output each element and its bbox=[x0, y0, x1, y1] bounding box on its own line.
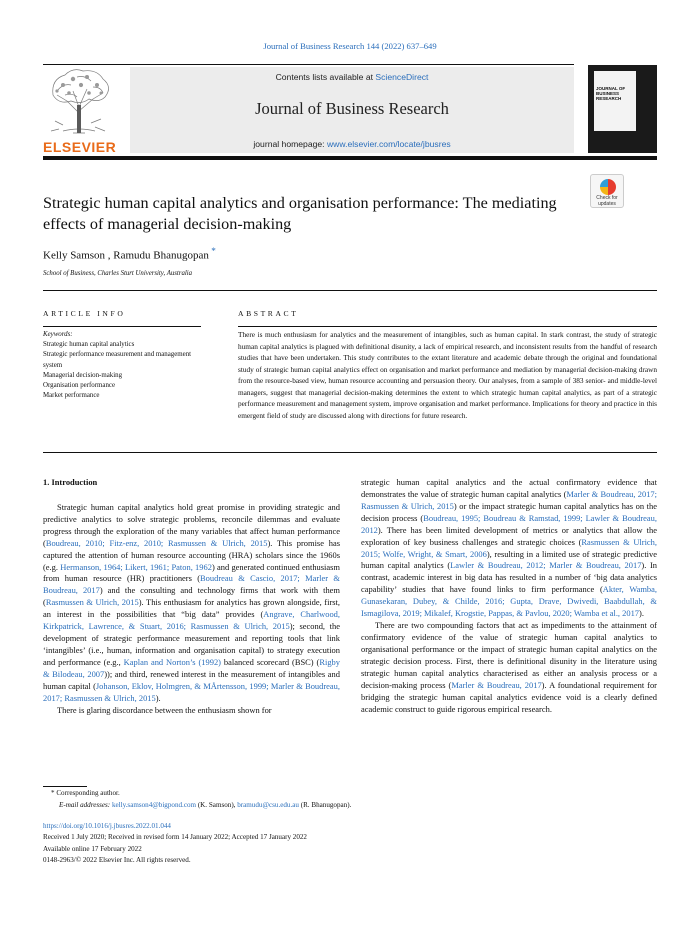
divider bbox=[238, 326, 657, 327]
journal-cover-image bbox=[588, 65, 657, 153]
body-text: ). bbox=[155, 692, 161, 703]
author-list bbox=[43, 246, 216, 262]
paragraph: There is glaring discordance between the enthusiasm shown for bbox=[57, 704, 272, 715]
affiliation: School of Business, Charles Sturt University, Australia bbox=[43, 270, 193, 277]
citation-link[interactable]: Kaplan and Norton’s (1992) bbox=[123, 656, 221, 667]
keyword-item: Strategic human capital analytics bbox=[43, 341, 135, 349]
check-for-updates-button[interactable] bbox=[590, 174, 624, 208]
citation-link[interactable]: Akter, Wamba, Gunasekaran, Dubey, & Childe, 2016; Gupta, Drave, Dwivedi, Baabdullah, & Ismagilova, 2019; Mikalef, Krogstie, Pappas, & Pavlou, 2020; Wamba et al., 2017 bbox=[361, 584, 658, 619]
citation-link[interactable]: Marler & Boudreau, 2017 bbox=[451, 679, 542, 690]
citation-link[interactable]: Angrave, Charlwood, Kirkpatrick, Lawrence, & Stuart, 2016; Rasmussen & Ulrich, 2015 bbox=[43, 609, 340, 632]
body-text: balanced scorecard (BSC) ( bbox=[221, 656, 320, 667]
paragraph bbox=[361, 477, 657, 620]
keyword-item: Strategic performance measurement and management system bbox=[43, 351, 192, 369]
citation-link[interactable]: Johanson, Eklov, Holmgren, & MÅrtensson, 1999; Marler & Boudreau, 2017; Rasmussen & Ulrich, 2015 bbox=[43, 680, 340, 703]
abstract-text: There is much enthusiasm for analytics and the measurement of intangibles, such as human capital. In stark contrast, the study of strategic human capital analytics is plagued with definitional disunity, a lack of empirical research, and inconsistent results from the handful of research studies that have been undertaken. This study contributes to the extant literature and academic debate through the original and foundational study of strategic human capital analytics effect on organisation and market performance and mediation by managerial decision-making drawn from the resource-based view, human resource accounting and persuasion theory. Our analyses, from a sample of 383 senior- and middle-level managers, suggest that managerial decision-making determines the extent to which strategic human capital analytics, as part of a strategic performance measurement and management system, improve organisation and market performance. Implications for theory and practice in this emergent field of study are discussed along with directions for future research. bbox=[238, 330, 657, 420]
body-text: ), resulting in a limited use of strategic predictive human capital analytics ( bbox=[361, 548, 657, 571]
bibliographic-info bbox=[43, 821, 307, 867]
contents-prefix: Contents lists available at bbox=[275, 72, 376, 82]
elsevier-wordmark: ELSEVIER bbox=[43, 139, 117, 155]
corresponding-author-mark[interactable]: * bbox=[208, 246, 216, 256]
copyright: 0148-2963/© 2022 Elsevier Inc. All rights reserved. bbox=[43, 856, 191, 865]
journal-name: Journal of Business Research bbox=[255, 99, 449, 118]
author-name[interactable]: Ramudu Bhanugopan bbox=[113, 249, 209, 262]
section-heading: 1. Introduction bbox=[43, 477, 98, 487]
crossmark-label: Check for updates bbox=[596, 195, 618, 207]
abstract-heading: ABSTRACT bbox=[238, 309, 299, 318]
received-dates: Received 1 July 2020; Received in revised form 14 January 2022; Accepted 17 January 2022 bbox=[43, 833, 307, 842]
elsevier-tree-logo bbox=[43, 65, 115, 155]
keyword-item: Managerial decision-making bbox=[43, 371, 123, 379]
paragraph bbox=[43, 502, 340, 705]
citation-link[interactable]: Marler & Boudreau, 2017; Rasmussen & Ulrich, 2015 bbox=[361, 488, 657, 511]
article-title: Strategic human capital analytics and organisation performance: The mediating effects of managerial decision-making bbox=[43, 194, 557, 233]
corresponding-note: * Corresponding author. bbox=[51, 789, 120, 797]
body-text: ) or the impact strategic human capital analytics has on the decision process ( bbox=[361, 500, 657, 523]
body-text: ). In contrast, academic interest in big data has resulted in a number of ‘big data analytics capability’ studies that have found links to firm performance ( bbox=[361, 560, 657, 595]
homepage-link[interactable]: www.elsevier.com/locate/jbusres bbox=[326, 139, 451, 149]
citation-link[interactable]: Boudreau & Cascio, 2017; Marler & Boudreau, 2017 bbox=[43, 573, 340, 596]
body-text: There are two compounding factors that act as impediments to the attainment of confirmatory evidence of the value of strategic human capital analytics to organisational performance or the impact of strategic human capital analytics on the strategic decision process. First, there is definitional disunity in the literature using strategic human capital analytics characterised as either an analysis process or a decision-making process ( bbox=[361, 620, 657, 690]
body-text: )); and third, renewed interest in the measurement of intangibles and human capital ( bbox=[43, 668, 340, 691]
body-text: ). There has been limited development of metrics or analytics that allow the exploration of key business challenges and strategic choices ( bbox=[361, 524, 657, 547]
contents-line bbox=[130, 72, 574, 82]
divider bbox=[43, 452, 657, 453]
cover-title: JOURNAL OF BUSINESS RESEARCH bbox=[596, 86, 626, 101]
body-text: ). This enthusiasm for analytics has grown alongside, first, an interest in the possibilities that “big data” provides ( bbox=[43, 597, 340, 620]
body-text: ) and generated continued enthusiasm from human resource (HR) practitioners ( bbox=[43, 561, 340, 584]
email-label: E-mail addresses: bbox=[59, 800, 112, 809]
author-separator: , bbox=[105, 249, 114, 262]
keywords-block bbox=[43, 330, 203, 401]
email-owner: (K. Samson), bbox=[196, 800, 238, 809]
citation-link[interactable]: Lawler & Boudreau, 2012; Marler & Boudreau, 2017 bbox=[450, 560, 642, 571]
email-link[interactable]: bramudu@csu.edu.au bbox=[237, 800, 299, 809]
keywords-label: Keywords: bbox=[43, 331, 73, 338]
paragraph bbox=[361, 620, 657, 715]
body-column-left bbox=[43, 477, 340, 717]
body-text: ); second, the development of strategic performance measurement and reporting tools that link ‘intangibles’ (i.e., human, information and organisation capital) to strategy execution and performance (e.g., bbox=[43, 621, 340, 667]
citation-link[interactable]: Rasmussen & Ulrich, 2015; Wolfe, Wright, & Smart, 2006 bbox=[361, 536, 658, 559]
journal-title-box bbox=[130, 67, 574, 153]
citation-link[interactable]: Hermanson, 1964; Likert, 1961; Paton, 1962 bbox=[60, 561, 212, 572]
homepage-line bbox=[130, 139, 574, 149]
body-column-right bbox=[361, 477, 657, 715]
footnote-rule bbox=[43, 786, 87, 787]
citation-link[interactable]: Rigby & Bilodeau, 2007 bbox=[43, 656, 340, 679]
body-text: ). This promise has captured the attention of human resource accounting (HRA) scholars since the 1960s (e.g. bbox=[43, 537, 340, 572]
citation-link[interactable]: Boudreau, 2010; Fitz-enz, 2010; Rasmussen & Ulrich, 2015 bbox=[45, 537, 268, 548]
sciencedirect-link[interactable]: ScienceDirect bbox=[375, 72, 429, 82]
crossmark-icon bbox=[600, 179, 616, 195]
available-online: Available online 17 February 2022 bbox=[43, 844, 142, 853]
journal-citation[interactable]: Journal of Business Research 144 (2022) 637–649 bbox=[263, 41, 437, 51]
doi-link[interactable]: https://doi.org/10.1016/j.jbusres.2022.01.044 bbox=[43, 822, 171, 830]
footnotes bbox=[43, 788, 351, 811]
body-text: Strategic human capital analytics hold great promise in providing strategic and predictive analytics to solve strategic problems, reconcile dilemmas and evaluate progress through the exploration of the many variables that affect human performance ( bbox=[43, 501, 340, 548]
keyword-item: Market performance bbox=[43, 392, 100, 400]
divider bbox=[43, 290, 657, 291]
keyword-item: Organisation performance bbox=[43, 382, 116, 390]
email-owner: (R. Bhanugopan). bbox=[298, 800, 352, 809]
header-thick-rule bbox=[43, 156, 657, 160]
email-link[interactable]: kelly.samson4@bigpond.com bbox=[111, 800, 197, 809]
homepage-prefix: journal homepage: bbox=[253, 139, 327, 149]
divider bbox=[43, 326, 201, 327]
author-name[interactable]: Kelly Samson bbox=[43, 249, 106, 262]
article-info-heading: ARTICLE INFO bbox=[43, 309, 126, 318]
tree-icon bbox=[43, 65, 115, 135]
body-text: ). bbox=[639, 608, 644, 619]
citation-link[interactable]: Rasmussen & Ulrich, 2015 bbox=[45, 597, 139, 608]
journal-header bbox=[43, 65, 657, 155]
body-text: strategic human capital analytics and the actual confirmatory evidence that demonstrates the value of strategic human capital analytics ( bbox=[361, 477, 657, 499]
body-text: ). A foundational requirement for bridging the strategic human capital analytics evidence void is a clearly defined academic construct to guide rigorous empirical research. bbox=[361, 679, 657, 714]
body-text: ) and the consulting and technology firms that work with them ( bbox=[43, 585, 340, 608]
citation-link[interactable]: Boudreau, 1995; Boudreau & Ramstad, 1999; Lawler & Boudreau, 2012 bbox=[361, 512, 658, 535]
email-note bbox=[43, 800, 351, 812]
